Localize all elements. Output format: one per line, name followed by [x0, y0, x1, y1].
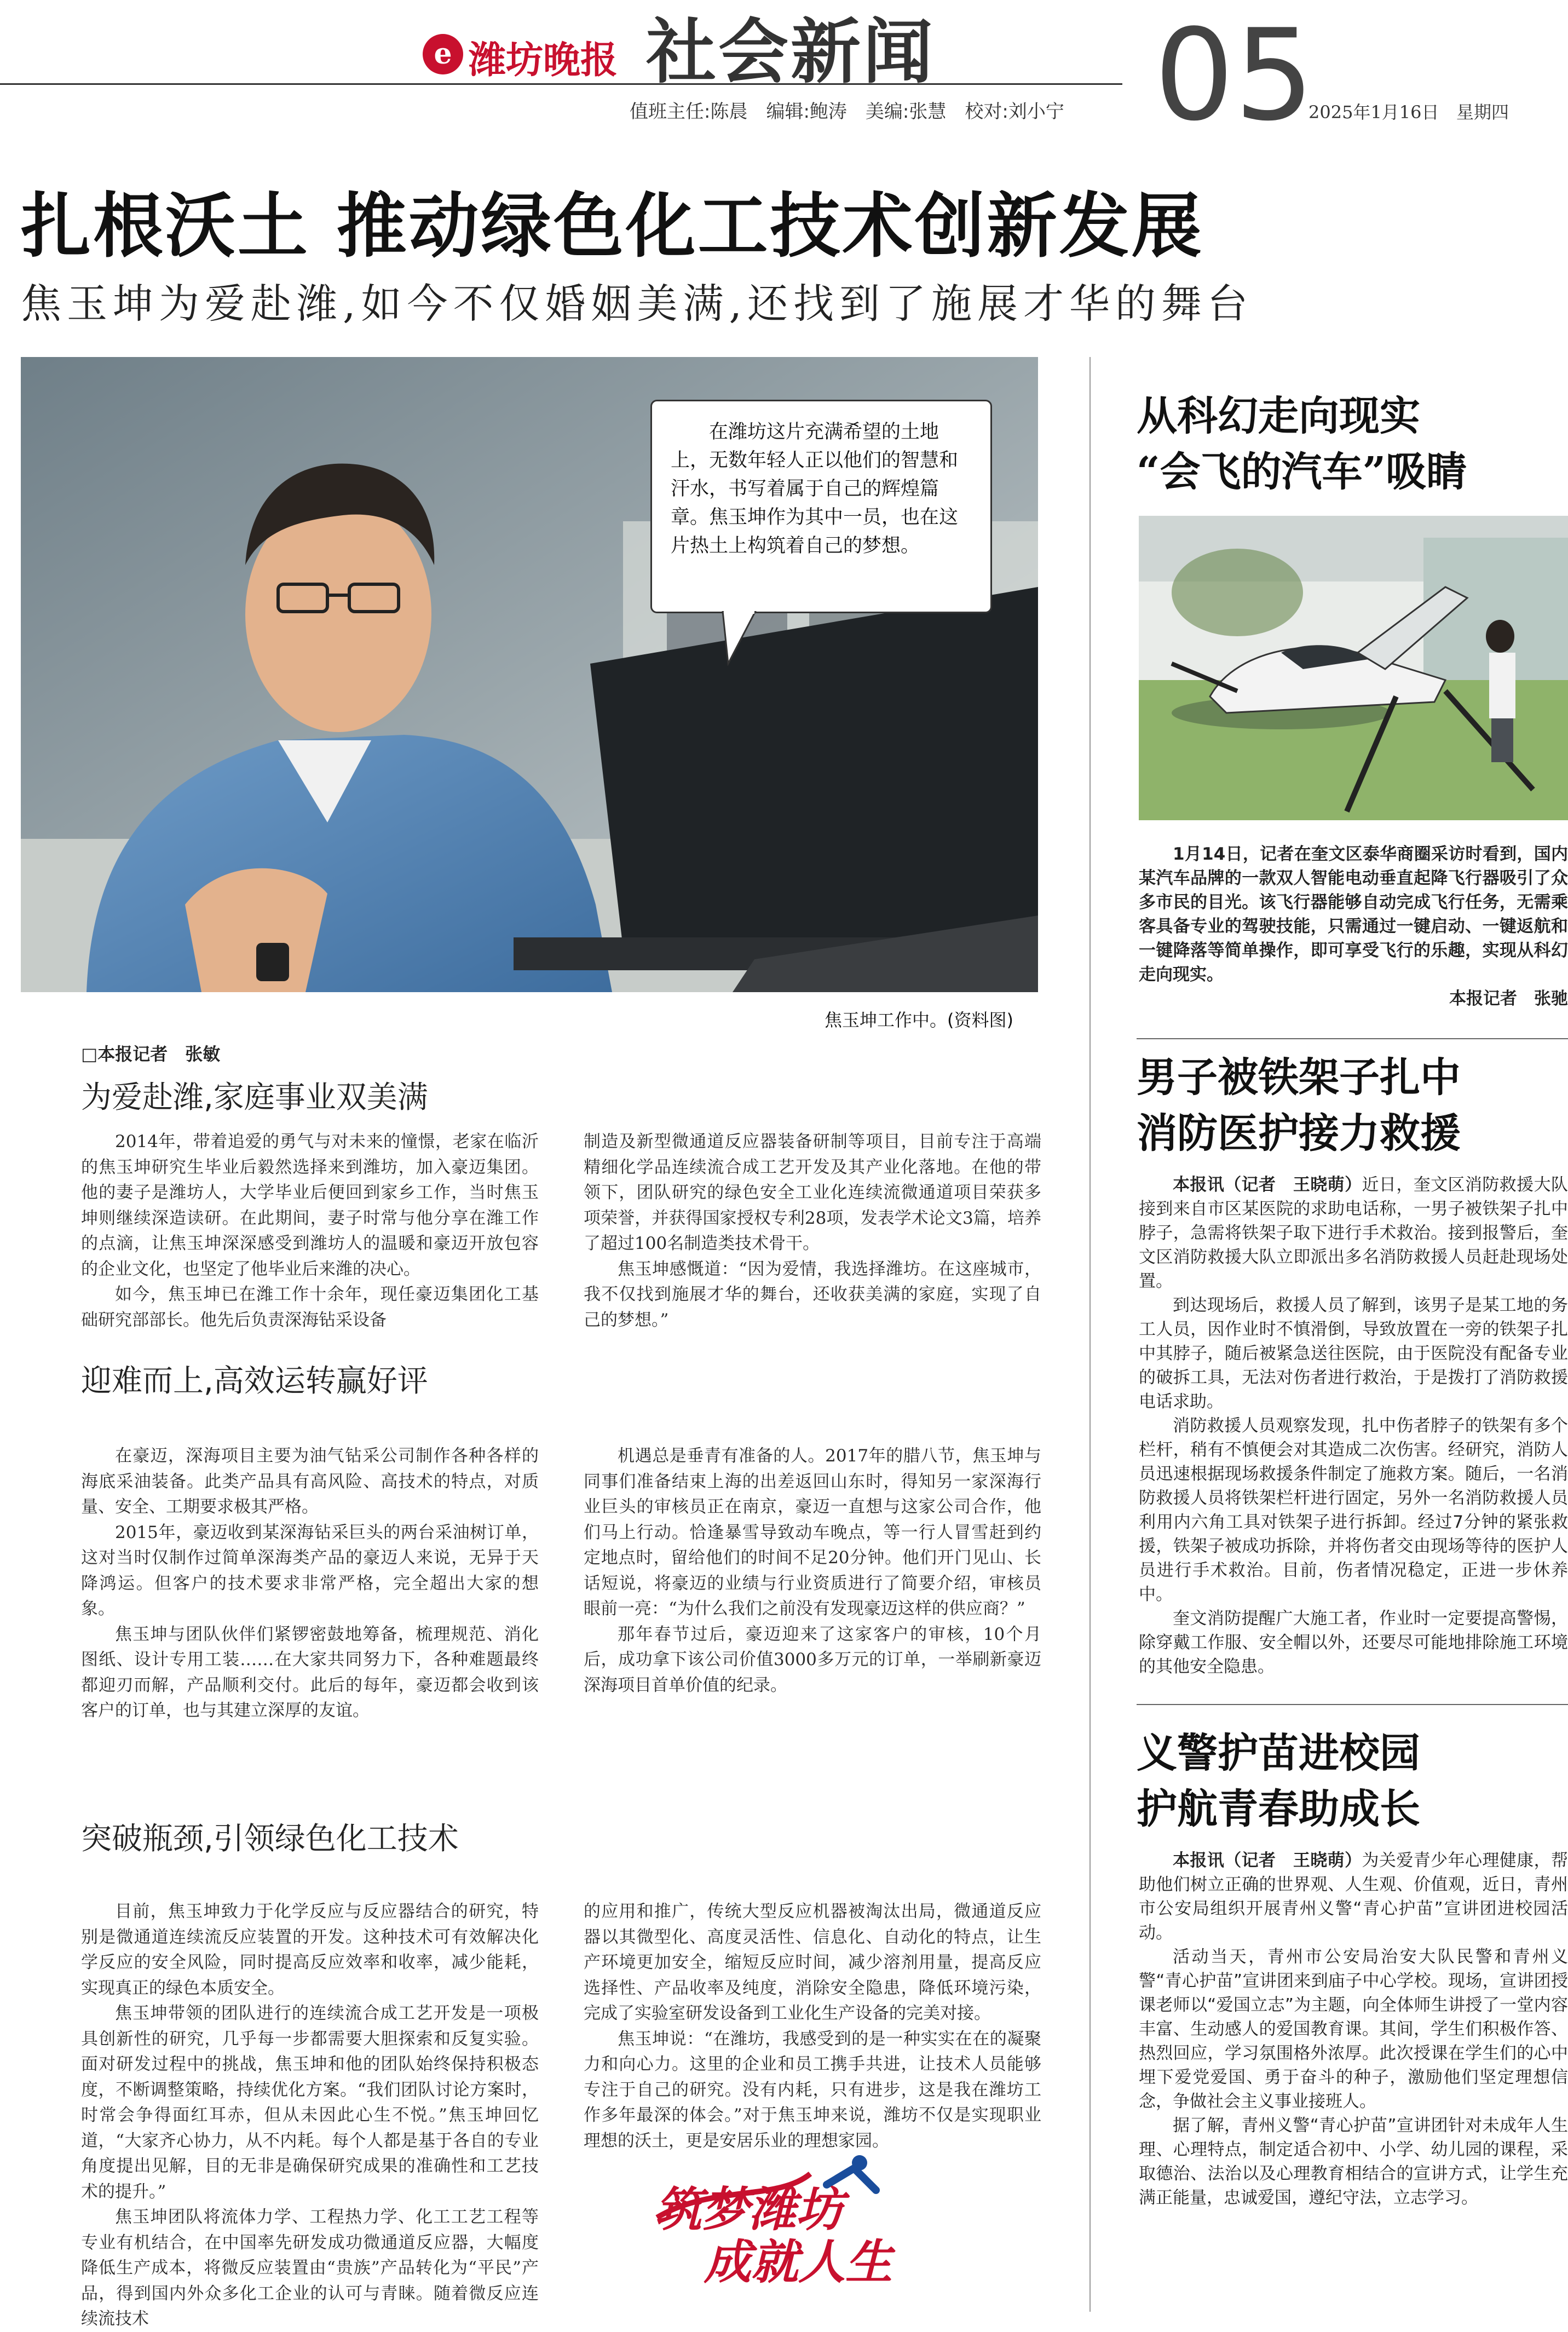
section-3-col-1	[81, 1899, 539, 2332]
main-byline: □本报记者 张敏	[81, 1044, 221, 1064]
quote-bubble	[650, 400, 992, 613]
paragraph: 焦玉坤与团队伙伴们紧锣密鼓地筹备，梳理规范、消化图纸、设计专用工装……在大家共同努力下，各种难题最终都迎刃而解，产品顺利交付。此后的每年，豪迈都会收到该客户的订单，也与其建立深厚的友谊。	[81, 1624, 539, 1720]
issue-weekday: 星期四	[1456, 102, 1509, 123]
paragraph: 那年春节过后，豪迈迎来了这家客户的审核，10个月后，成功拿下该公司价值3000多万元的订单，一举刷新豪迈深海项目首单价值的纪录。	[584, 1624, 1041, 1695]
section-name: 社会新闻	[646, 11, 936, 93]
photo-caption: 焦玉坤工作中。(资料图)	[825, 1010, 1013, 1030]
sidebar-separator-2	[1137, 1704, 1568, 1705]
paragraph: 目前，焦玉坤致力于化学反应与反应器结合的研究，特别是微通道连续流反应装置的开发。这种技术可有效解决化学反应的安全风险，同时提高反应效率和收率，减少能耗，实现真正的绿色本质安全。	[81, 1902, 539, 1998]
sidebar-3-body	[1139, 1849, 1568, 2210]
paragraph: 活动当天，青州市公安局治安大队民警和青州义警“青心护苗”宣讲团来到庙子中心学校。现场，宣讲团授课老师以“爱国立志”为主题，向全体师生讲授了一堂内容丰富、生动感人的爱国教育课。其间，学生们积极作答、热烈回应，学习氛围格外浓厚。此次授课在学生们的心中埋下爱党爱国、勇于奋斗的种子，激励他们坚定理想信念，争做社会主义事业接班人。	[1139, 1947, 1568, 2111]
paragraph: 2015年，豪迈收到某深海钻采巨头的两台采油树订单，这对当时仅制作过简单深海类产品的豪迈人来说，无异于天降鸿运。但客户的技术要求非常严格，完全超出大家的想象。	[81, 1522, 539, 1619]
paragraph: 制造及新型微通道反应器装备研制等项目，目前专注于高端精细化学品连续流合成工艺开发及其产业化落地。在他的带领下，团队研究的绿色安全工业化连续流微通道项目荣获多项荣誉，并获得国家授权专利28项，发表学术论文3篇，培养了超过100名制造类技术骨干。	[584, 1132, 1041, 1253]
sidebar-2-body	[1139, 1173, 1568, 1679]
banner-line-1: 筑梦潍坊	[655, 2183, 843, 2237]
section-2-col-2	[584, 1443, 1041, 1698]
sidebar-2-lead: 本报讯（记者 王晓萌）	[1173, 1175, 1362, 1195]
section-3-title: 突破瓶颈,引领绿色化工技术	[81, 1821, 459, 1857]
section-1-col-2	[584, 1129, 1041, 1333]
sidebar-2-title-line-1: 男子被铁架子扎中	[1137, 1054, 1461, 1101]
flying-car-image	[1139, 516, 1568, 820]
editor-credits: 值班主任:陈晨 编辑:鲍涛 美编:张慧 校对:刘小宁	[630, 101, 1064, 123]
paragraph	[1139, 1173, 1568, 1293]
section-1-col-1	[81, 1129, 539, 1333]
paragraph: 焦玉坤带领的团队进行的连续流合成工艺开发是一项极具创新性的研究，几乎每一步都需要大胆探索和反复实验。面对研发过程中的挑战，焦玉坤和他的团队始终保持积极态度，不断调整策略，持续优化方案。“我们团队讨论方案时，时常会争得面红耳赤，但从未因此心生不悦。”焦玉坤回忆道，“大家齐心协力，从不内耗。每个人都是基于各自的专业角度提出见解，目的无非是确保研究成果的准确性和工艺技术的提升。”	[81, 2003, 539, 2202]
brand-logo-icon: e	[423, 34, 463, 74]
flying-car-photo	[1139, 516, 1568, 820]
page-number: 05	[1154, 3, 1315, 149]
sidebar-3-lead: 本报讯（记者 王晓萌）	[1173, 1851, 1362, 1870]
brand-name: 潍坊晚报	[469, 39, 618, 82]
sidebar-divider	[1089, 357, 1091, 2312]
main-subheadline: 焦玉坤为爱赴潍,如今不仅婚姻美满,还找到了施展才华的舞台	[21, 280, 1254, 327]
paragraph: 2014年，带着追爱的勇气与对未来的憧憬，老家在临沂的焦玉坤研究生毕业后毅然选择来到潍坊，加入豪迈集团。他的妻子是潍坊人，大学毕业后便回到家乡工作，当时焦玉坤则继续深造读研。在此期间，妻子时常与他分享在潍工作的点滴，让焦玉坤深深感受到潍坊人的温暖和豪迈开放包容的企业文化，也坚定了他毕业后来潍的决心。	[81, 1132, 539, 1279]
sidebar-1-title-line-1: 从科幻走向现实	[1137, 393, 1420, 440]
bubble-tail-icon	[717, 611, 766, 666]
sidebar-1-byline: 本报记者 张驰	[1449, 989, 1568, 1009]
sidebar-1-title-line-2: “会飞的汽车”吸睛	[1137, 448, 1467, 496]
paragraph: 焦玉坤感慨道：“因为爱情，我选择潍坊。在这座城市，我不仅找到施展才华的舞台，还收获美满的家庭，实现了自己的梦想。”	[584, 1259, 1041, 1330]
section-3-col-2	[584, 1899, 1041, 2153]
paragraph: 到达现场后，救援人员了解到，该男子是某工地的务工人员，因作业时不慎滑倒，导致放置在一旁的铁架子扎中其脖子，随后被紧急送往医院，由于医院没有配备专业的破拆工具，无法对伤者进行救治，于是拨打了消防救援电话求助。	[1139, 1295, 1568, 1412]
paragraph: 焦玉坤说：“在潍坊，我感受到的是一种实实在在的凝聚力和向心力。这里的企业和员工携手共进，让技术人员能够专注于自己的研究。没有内耗，只有进步，这是我在潍坊工作多年最深的体会。”对于焦玉坤来说，潍坊不仅是实现职业理想的沃土，更是安居乐业的理想家园。	[584, 2029, 1041, 2151]
paragraph: 据了解，青州义警“青心护苗”宣讲团针对未成年人生理、心理特点，制定适合初中、小学、幼儿园的课程，采取德治、法治以及心理教育相结合的宣讲方式，让学生充满正能量，忠诚爱国，遵纪守法，立志学习。	[1139, 2116, 1568, 2208]
sidebar-3-para-1: 为关爱青少年心理健康，帮助他们树立正确的世界观、人生观、价值观，近日，青州市公安局组织开展青州义警“青心护苗”宣讲团进校园活动。	[1139, 1851, 1568, 1943]
banner-line-2: 成就人生	[704, 2235, 892, 2290]
section-2-col-1	[81, 1443, 539, 1724]
paragraph: 在豪迈，深海项目主要为油气钻采公司制作各种各样的海底采油装备。此类产品具有高风险、高技术的特点，对质量、安全、工期要求极其严格。	[81, 1446, 539, 1517]
sidebar-1-body	[1139, 842, 1568, 1011]
section-1-title: 为爱赴潍,家庭事业双美满	[81, 1080, 428, 1115]
sidebar-2-para-1: 近日，奎文区消防救援大队接到来自市区某医院的求助电话称，一男子被铁架子扎中脖子，急需将铁架子取下进行手术救治。接到报警后，奎文区消防救援大队立即派出多名消防救援人员赶赴现场处置。	[1139, 1175, 1568, 1291]
paragraph	[1139, 842, 1568, 987]
quote-bubble-text: 在潍坊这片充满希望的土地上，无数年轻人正以他们的智慧和汗水，书写着属于自己的辉煌篇章。焦玉坤作为其中一员，也在这片热土上构筑着自己的梦想。	[671, 421, 959, 557]
paragraph: 奎文消防提醒广大施工者，作业时一定要提高警惕，除穿戴工作服、安全帽以外，还要尽可能地排除施工环境的其他安全隐患。	[1139, 1609, 1568, 1677]
section-2-title: 迎难而上,高效运转赢好评	[81, 1363, 428, 1399]
paragraph	[1139, 1849, 1568, 1945]
paragraph: 机遇总是垂青有准备的人。2017年的腊八节，焦玉坤与同事们准备结束上海的出差返回山东时，得知另一家深海行业巨头的审核员正在南京，豪迈一直想与这家公司合作，他们马上行动。恰逢暴雪导致动车晚点，等一行人冒雪赶到约定地点时，留给他们的时间不足20分钟。他们开门见山、长话短说，将豪迈的业绩与行业资质进行了简要介绍，审核员眼前一亮：“为什么我们之前没有发现豪迈这样的供应商？”	[584, 1446, 1041, 1619]
paragraph: 消防救援人员观察发现，扎中伤者脖子的铁架有多个栏杆，稍有不慎便会对其造成二次伤害。经研究，消防人员迅速根据现场救援条件制定了施救方案。随后，一名消防救援人员将铁架栏杆进行固定，另外一名消防救援人员利用内六角工具对铁架子进行拆卸。经过7分钟的紧张救援，铁架子被成功拆除，并将伤者交由现场等待的医护人员进行手术救治。目前，伤者情况稳定，正进一步休养中。	[1139, 1416, 1568, 1604]
paragraph: 焦玉坤团队将流体力学、工程热力学、化工工艺工程等专业有机结合，在中国率先研发成功微通道反应器，大幅度降低生产成本，将微反应装置由“贵族”产品转化为“平民”产品，得到国内外众多化工企业的认可与青睐。随着微反应连续流技术	[81, 2207, 539, 2329]
paragraph: 的应用和推广，传统大型反应机器被淘汰出局，微通道反应器以其微型化、高度灵活性、信息化、自动化的特点，让生产环境更加安全，缩短反应时间，减少溶剂用量，提高反应选择性、产品收率及纯度，消除安全隐患，降低环境污染，完成了实验室研发设备到工业化生产设备的完美对接。	[584, 1902, 1041, 2023]
sidebar-1-text: 1月14日，记者在奎文区泰华商圈采访时看到，国内某汽车品牌的一款双人智能电动垂直起降飞行器吸引了众多市民的目光。该飞行器能够自动完成飞行任务，无需乘客具备专业的驾驶技能，只需通过一键启动、一键返航和一键降落等简单操作，即可享受飞行的乐趣，实现从科幻走向现实。	[1139, 844, 1568, 984]
sidebar-2-title-line-2: 消防医护接力救援	[1137, 1110, 1461, 1157]
issue-date: 2025年1月16日	[1308, 102, 1439, 123]
main-headline: 扎根沃土 推动绿色化工技术创新发展	[21, 186, 1204, 267]
paragraph: 如今，焦玉坤已在潍工作十余年，现任豪迈集团化工基础研究部部长。他先后负责深海钻采设备	[81, 1285, 539, 1330]
sidebar-3-title-line-2: 护航青春助成长	[1137, 1786, 1420, 1833]
sidebar-3-title-line-1: 义警护苗进校园	[1137, 1730, 1420, 1777]
sidebar-separator-1	[1137, 1038, 1568, 1039]
